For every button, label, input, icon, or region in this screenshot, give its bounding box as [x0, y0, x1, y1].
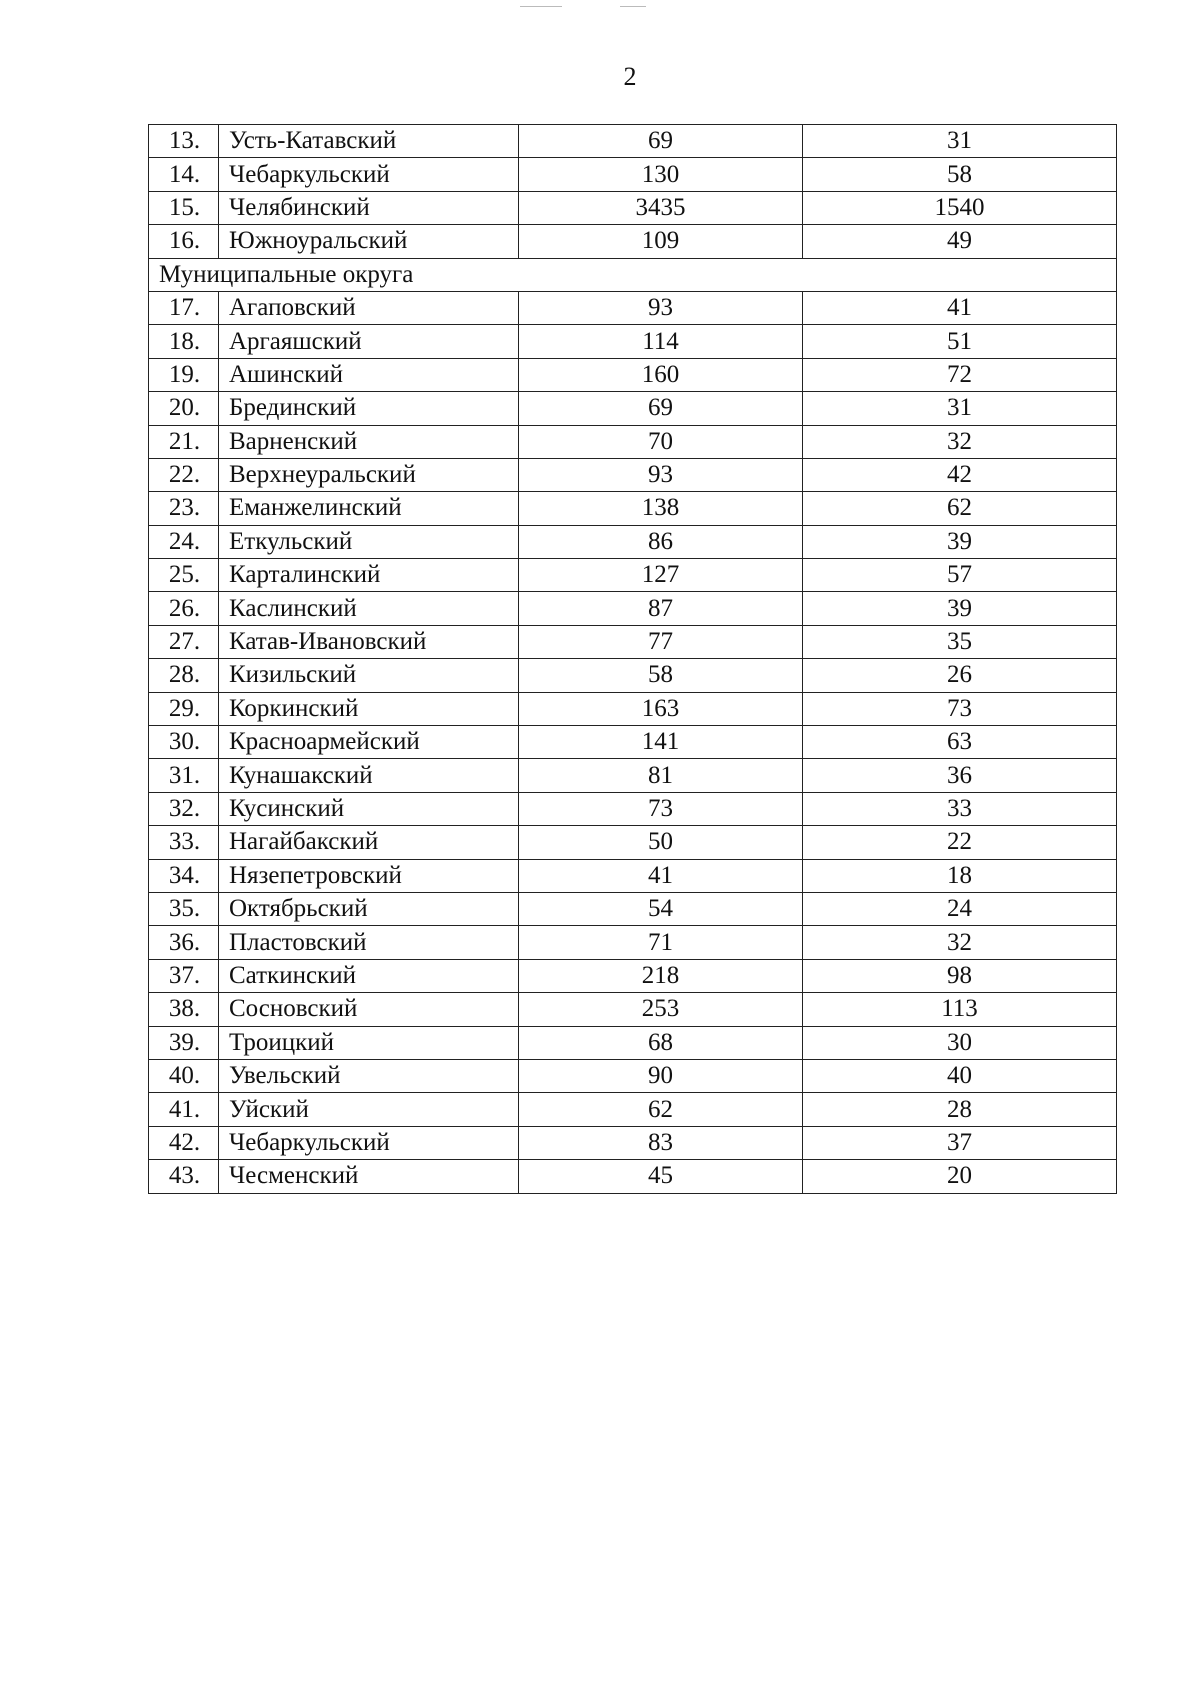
value-column-2: 36	[803, 759, 1117, 792]
value-column-1: 141	[519, 726, 803, 759]
value-column-2: 30	[803, 1026, 1117, 1059]
district-name: Карталинский	[219, 559, 519, 592]
value-column-1: 93	[519, 291, 803, 324]
section-row	[149, 258, 1117, 291]
district-name: Нагайбакский	[219, 826, 519, 859]
page-number: 2	[623, 62, 637, 91]
value-column-2: 42	[803, 458, 1117, 491]
value-column-2: 33	[803, 792, 1117, 825]
table-row	[149, 158, 1117, 191]
table-row	[149, 1026, 1117, 1059]
district-name: Сосновский	[219, 993, 519, 1026]
district-name: Уйский	[219, 1093, 519, 1126]
value-column-2: 98	[803, 959, 1117, 992]
row-number: 13.	[149, 125, 219, 158]
value-column-2: 49	[803, 225, 1117, 258]
table-row	[149, 993, 1117, 1026]
row-number: 26.	[149, 592, 219, 625]
row-number: 18.	[149, 325, 219, 358]
table-row	[149, 625, 1117, 658]
district-name: Красноармейский	[219, 726, 519, 759]
district-name: Еманжелинский	[219, 492, 519, 525]
district-name: Октябрьский	[219, 892, 519, 925]
value-column-2: 51	[803, 325, 1117, 358]
district-name: Еткульский	[219, 525, 519, 558]
row-number: 16.	[149, 225, 219, 258]
table-row	[149, 792, 1117, 825]
district-name: Варненский	[219, 425, 519, 458]
value-column-2: 63	[803, 726, 1117, 759]
row-number: 36.	[149, 926, 219, 959]
district-name: Пластовский	[219, 926, 519, 959]
row-number: 27.	[149, 625, 219, 658]
table-row	[149, 1160, 1117, 1193]
value-column-2: 1540	[803, 191, 1117, 224]
table-row	[149, 325, 1117, 358]
table-row	[149, 1093, 1117, 1126]
row-number: 15.	[149, 191, 219, 224]
table-body-bottom	[149, 291, 1117, 1193]
table-row	[149, 759, 1117, 792]
row-number: 19.	[149, 358, 219, 391]
value-column-1: 77	[519, 625, 803, 658]
row-number: 20.	[149, 392, 219, 425]
value-column-1: 41	[519, 859, 803, 892]
district-name: Чебаркульский	[219, 158, 519, 191]
value-column-2: 18	[803, 859, 1117, 892]
value-column-1: 253	[519, 993, 803, 1026]
district-name: Нязепетровский	[219, 859, 519, 892]
row-number: 39.	[149, 1026, 219, 1059]
value-column-1: 54	[519, 892, 803, 925]
value-column-2: 22	[803, 826, 1117, 859]
table-row	[149, 892, 1117, 925]
value-column-1: 86	[519, 525, 803, 558]
row-number: 33.	[149, 826, 219, 859]
row-number: 38.	[149, 993, 219, 1026]
value-column-2: 20	[803, 1160, 1117, 1193]
value-column-2: 32	[803, 926, 1117, 959]
row-number: 28.	[149, 659, 219, 692]
table-row	[149, 492, 1117, 525]
table-row	[149, 458, 1117, 491]
value-column-1: 138	[519, 492, 803, 525]
value-column-2: 73	[803, 692, 1117, 725]
district-name: Чебаркульский	[219, 1126, 519, 1159]
row-number: 32.	[149, 792, 219, 825]
value-column-1: 83	[519, 1126, 803, 1159]
district-name: Усть-Катавский	[219, 125, 519, 158]
value-column-2: 39	[803, 592, 1117, 625]
value-column-1: 114	[519, 325, 803, 358]
district-name: Кизильский	[219, 659, 519, 692]
value-column-1: 70	[519, 425, 803, 458]
value-column-2: 31	[803, 125, 1117, 158]
row-number: 25.	[149, 559, 219, 592]
row-number: 14.	[149, 158, 219, 191]
value-column-1: 58	[519, 659, 803, 692]
table-row	[149, 926, 1117, 959]
table-row	[149, 425, 1117, 458]
value-column-2: 62	[803, 492, 1117, 525]
table-row	[149, 726, 1117, 759]
value-column-1: 73	[519, 792, 803, 825]
table-row	[149, 826, 1117, 859]
table-body-top	[149, 125, 1117, 259]
table-row	[149, 525, 1117, 558]
table-row	[149, 225, 1117, 258]
table-row	[149, 191, 1117, 224]
table-row	[149, 1059, 1117, 1092]
row-number: 23.	[149, 492, 219, 525]
value-column-2: 24	[803, 892, 1117, 925]
data-table	[148, 124, 1116, 1194]
value-column-2: 72	[803, 358, 1117, 391]
row-number: 41.	[149, 1093, 219, 1126]
district-name: Чесменский	[219, 1160, 519, 1193]
value-column-1: 130	[519, 158, 803, 191]
value-column-2: 40	[803, 1059, 1117, 1092]
value-column-1: 71	[519, 926, 803, 959]
value-column-2: 39	[803, 525, 1117, 558]
district-name: Увельский	[219, 1059, 519, 1092]
row-number: 24.	[149, 525, 219, 558]
district-name: Каслинский	[219, 592, 519, 625]
table-row	[149, 659, 1117, 692]
row-number: 29.	[149, 692, 219, 725]
value-column-2: 41	[803, 291, 1117, 324]
district-name: Кусинский	[219, 792, 519, 825]
table-row	[149, 592, 1117, 625]
value-column-1: 160	[519, 358, 803, 391]
row-number: 37.	[149, 959, 219, 992]
district-name: Челябинский	[219, 191, 519, 224]
value-column-2: 113	[803, 993, 1117, 1026]
row-number: 35.	[149, 892, 219, 925]
value-column-1: 50	[519, 826, 803, 859]
value-column-1: 68	[519, 1026, 803, 1059]
value-column-1: 3435	[519, 191, 803, 224]
value-column-2: 28	[803, 1093, 1117, 1126]
row-number: 30.	[149, 726, 219, 759]
table-row	[149, 1126, 1117, 1159]
table-row	[149, 291, 1117, 324]
district-name: Коркинский	[219, 692, 519, 725]
value-column-1: 45	[519, 1160, 803, 1193]
value-column-2: 32	[803, 425, 1117, 458]
row-number: 21.	[149, 425, 219, 458]
value-column-1: 81	[519, 759, 803, 792]
row-number: 43.	[149, 1160, 219, 1193]
row-number: 17.	[149, 291, 219, 324]
value-column-1: 93	[519, 458, 803, 491]
value-column-1: 218	[519, 959, 803, 992]
table-row	[149, 692, 1117, 725]
table-row	[149, 358, 1117, 391]
row-number: 31.	[149, 759, 219, 792]
value-column-1: 109	[519, 225, 803, 258]
value-column-1: 62	[519, 1093, 803, 1126]
table-row	[149, 125, 1117, 158]
value-column-1: 90	[519, 1059, 803, 1092]
row-number: 42.	[149, 1126, 219, 1159]
value-column-2: 37	[803, 1126, 1117, 1159]
section-row-body	[149, 258, 1117, 291]
row-number: 22.	[149, 458, 219, 491]
district-name: Саткинский	[219, 959, 519, 992]
district-name: Аргаяшский	[219, 325, 519, 358]
value-column-2: 57	[803, 559, 1117, 592]
value-column-2: 35	[803, 625, 1117, 658]
district-name: Ашинский	[219, 358, 519, 391]
value-column-1: 69	[519, 392, 803, 425]
district-name: Троицкий	[219, 1026, 519, 1059]
district-name: Брединский	[219, 392, 519, 425]
scan-artifact	[520, 4, 660, 10]
table-row	[149, 392, 1117, 425]
row-number: 34.	[149, 859, 219, 892]
value-column-2: 58	[803, 158, 1117, 191]
value-column-1: 69	[519, 125, 803, 158]
district-name: Верхнеуральский	[219, 458, 519, 491]
district-name: Южноуральский	[219, 225, 519, 258]
row-number: 40.	[149, 1059, 219, 1092]
value-column-1: 163	[519, 692, 803, 725]
section-label: Муниципальные округа	[149, 258, 1117, 291]
district-name: Катав-Ивановский	[219, 625, 519, 658]
value-column-2: 31	[803, 392, 1117, 425]
value-column-2: 26	[803, 659, 1117, 692]
table-row	[149, 559, 1117, 592]
table-row	[149, 859, 1117, 892]
table-row	[149, 959, 1117, 992]
district-name: Агаповский	[219, 291, 519, 324]
value-column-1: 87	[519, 592, 803, 625]
district-name: Кунашакский	[219, 759, 519, 792]
value-column-1: 127	[519, 559, 803, 592]
